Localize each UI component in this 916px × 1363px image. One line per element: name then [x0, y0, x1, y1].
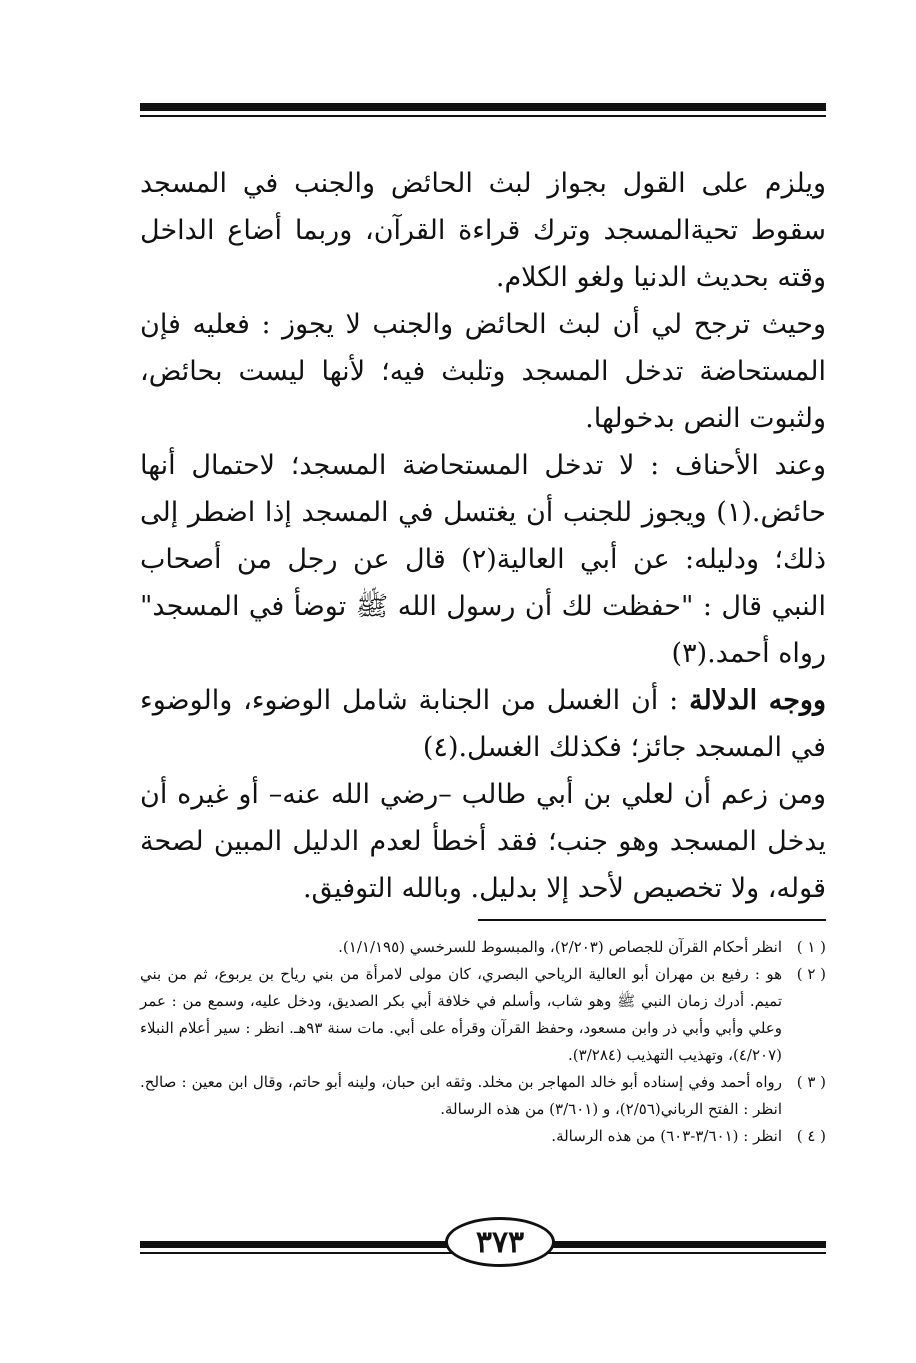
- main-text: [140, 160, 826, 912]
- dalala-label: ووجه الدلالة: [689, 685, 826, 716]
- footer-rule: [140, 1215, 826, 1275]
- header-rule-thin: [140, 115, 826, 117]
- footnote-number: ( ٣ ): [796, 1073, 826, 1091]
- paragraph-closing: ومن زعم أن لعلي بن أبي طالب –رضي الله عنه– أو غيره أن يدخل المسجد وهو جنب؛ فقد أخطأ لعدم الدليل المبين لصحة قوله، ولا تخصيص لأحد إلا بدليل. وبالله التوفيق.: [140, 779, 826, 904]
- footnote-3: [140, 1069, 826, 1123]
- footnote-1: [140, 934, 826, 961]
- footnote-text: رواه أحمد وفي إسناده أبو خالد المهاجر بن مخلد. وثقه ابن حبان، ولينه أبو حاتم، وقال ابن معين : صالح. انظر : الفتح الرباني(٢/٥٦)، و (٣/٦٠١) من هذه الرسالة.: [140, 1073, 782, 1118]
- paragraph-1: ويلزم على القول بجواز لبث الحائض والجنب في المسجد سقوط تحيةالمسجد وترك قراءة القرآن، وربما أضاع الداخل وقته بحديث الدنيا ولغو الكلام.: [140, 168, 826, 293]
- paragraph-3: وعند الأحناف : لا تدخل المستحاضة المسجد؛ لاحتمال أنها حائض.(١) ويجوز للجنب أن يغتسل في المسجد إذا اضطر إلى ذلك؛ ودليله: عن أبي العالية(٢) قال عن رجل من أصحاب النبي قال : "حفظت لك أن رسول الله ﷺ توضأ في المسجد" رواه أحمد.(٣): [140, 450, 826, 669]
- footnote-separator: [478, 919, 826, 921]
- footnotes: [140, 934, 826, 1150]
- footnote-4: [140, 1123, 826, 1150]
- footnote-text: انظر أحكام القرآن للجصاص (٢/٢٠٣)، والمبسوط للسرخسي (١/١/١٩٥).: [338, 938, 782, 956]
- footnote-2: [140, 961, 826, 1069]
- paragraph-2: وحيث ترجح لي أن لبث الحائض والجنب لا يجوز : فعليه فإن المستحاضة تدخل المسجد وتلبث فيه؛ لأنها ليست بحائض، ولثبوت النص بدخولها.: [140, 309, 826, 434]
- footnote-number: ( ١ ): [796, 938, 826, 956]
- footnote-text: هو : رفيع بن مهران أبو العالية الرياحي البصري، كان مولى لامرأة من بني رياح بن يربوع، ثم من بني تميم. أدرك زمان النبي ﷺ وهو شاب، وأسلم في خلافة أبي بكر الصديق، ودخل عليه، وسمع من : عمر وعلي وأبي وأبي ذر وابن مسعود، وحفظ القرآن وقرأه على أبي. مات سنة ٩٣هـ. انظر : سير أعلام النبلاء (٤/٢٠٧)، وتهذيب التهذيب (٣/٢٨٤).: [140, 965, 782, 1064]
- header-rule: [140, 103, 826, 117]
- page-number: ٣٧٣: [445, 1217, 555, 1267]
- dalala-text: : أن الغسل من الجنابة شامل الوضوء، والوضوء في المسجد جائز؛ فكذلك الغسل.(٤): [140, 685, 826, 763]
- footnote-text: انظر : (٣/٦٠١-٦٠٣) من هذه الرسالة.: [551, 1127, 782, 1145]
- header-rule-thick: [140, 103, 826, 111]
- footnote-number: ( ٢ ): [796, 965, 826, 983]
- paragraph-dalala: [140, 677, 826, 771]
- footnote-number: ( ٤ ): [796, 1127, 826, 1145]
